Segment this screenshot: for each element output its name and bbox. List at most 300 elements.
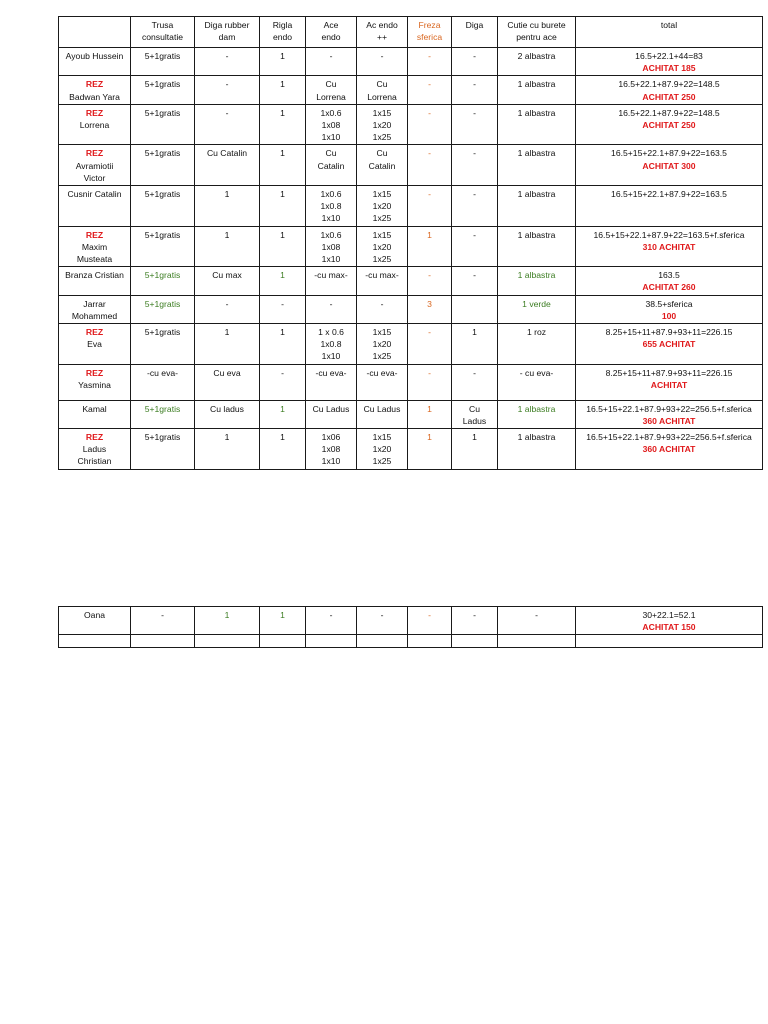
cell-cutie-burete xyxy=(498,607,576,635)
cell-text: 1x15 xyxy=(372,229,392,240)
cell-text: 163.5 xyxy=(658,270,680,281)
cell-rigla-endo xyxy=(260,400,306,428)
cell-text: Lorrena xyxy=(316,91,346,102)
cell-text: ACHITAT 260 xyxy=(642,282,696,293)
cell-ac-endo-plus xyxy=(357,48,408,76)
cell-ac-endo-plus xyxy=(357,364,408,400)
cell-diga-rubber-dam xyxy=(195,48,260,76)
cell-total xyxy=(576,104,763,145)
cell-text: Victor xyxy=(83,172,106,183)
cell-rigla-endo xyxy=(260,76,306,104)
cell-text: 5+1gratis xyxy=(144,432,181,443)
cell-total xyxy=(576,226,763,267)
cell-rigla-endo xyxy=(260,145,306,186)
cell-text: 1 xyxy=(224,432,230,443)
cell-diga-rubber-dam xyxy=(195,226,260,267)
cell-text: 1x0.6 xyxy=(320,229,342,240)
cell-text: 1 xyxy=(472,327,477,338)
table-row xyxy=(59,635,763,648)
cell-text: - xyxy=(225,79,229,90)
cell-ac-endo-plus xyxy=(357,186,408,227)
cell-freza-sferica xyxy=(408,400,452,428)
cell-freza-sferica xyxy=(408,104,452,145)
cell-ace-endo xyxy=(306,48,357,76)
table-row xyxy=(59,429,763,470)
cell-text: 1 xyxy=(280,432,285,443)
cell-patient xyxy=(59,226,131,267)
cell-text: - xyxy=(225,298,229,309)
cell-text: Ladus xyxy=(82,444,107,455)
cell-total xyxy=(576,635,763,648)
cell-text: 1x25 xyxy=(372,456,392,467)
cell-text: Cu Catalin xyxy=(206,148,248,159)
cell-text: - xyxy=(473,229,476,240)
cell-text: 100 xyxy=(661,310,677,321)
cell-rigla-endo xyxy=(260,226,306,267)
cell-cutie-burete xyxy=(498,186,576,227)
cell-text: - xyxy=(380,298,384,309)
cell-ace-endo xyxy=(306,104,357,145)
cell-rigla-endo xyxy=(260,607,306,635)
cell-total xyxy=(576,76,763,104)
cell-text: - xyxy=(225,51,229,61)
table-row xyxy=(59,324,763,365)
cell-trusa-consultatie xyxy=(131,267,195,295)
cell-text: 5+1gratis xyxy=(144,403,181,414)
cell-cutie-burete xyxy=(498,145,576,186)
cell-diga-rubber-dam xyxy=(195,607,260,635)
cell-text: 1 xyxy=(427,229,432,240)
cell-total xyxy=(576,364,763,400)
cell-text: 1x08 xyxy=(321,444,341,455)
cell-text: 1 x 0.6 xyxy=(318,327,344,338)
cell-diga xyxy=(452,48,498,76)
cell-text: - xyxy=(473,79,476,90)
cell-text: -cu eva- xyxy=(146,367,179,378)
cell-total xyxy=(576,267,763,295)
table-row xyxy=(59,186,763,227)
cell-text: Maxim xyxy=(81,241,108,252)
cell-text: 1 xyxy=(280,270,285,281)
cell-text: Cu xyxy=(325,148,337,159)
cell-text: endo xyxy=(272,32,293,43)
cell-text: Cu xyxy=(376,79,388,90)
table-row xyxy=(59,104,763,145)
cell-text: 1x0.8 xyxy=(320,201,342,212)
cell-text: dam xyxy=(218,32,236,43)
cell-diga xyxy=(452,76,498,104)
cell-text: - xyxy=(535,610,538,620)
cell-text: 1x20 xyxy=(372,201,392,212)
cell-text: - xyxy=(473,189,476,200)
cell-text: 1 albastra xyxy=(517,229,556,240)
cell-text: - xyxy=(329,610,333,620)
cell-text: Cu max xyxy=(212,270,242,281)
cell-text: Ladus xyxy=(462,415,487,426)
cell-total xyxy=(576,186,763,227)
header-cell-trusa-consultatie xyxy=(131,17,195,48)
cell-text: 1 albastra xyxy=(517,189,556,200)
cell-text: - xyxy=(473,51,476,61)
cell-diga-rubber-dam xyxy=(195,104,260,145)
cell-diga-rubber-dam xyxy=(195,635,260,648)
cell-text: 1x15 xyxy=(372,327,392,338)
cell-trusa-consultatie xyxy=(131,364,195,400)
cell-cutie-burete xyxy=(498,429,576,470)
cell-freza-sferica xyxy=(408,226,452,267)
cell-patient xyxy=(59,635,131,648)
cell-text: - xyxy=(428,270,431,281)
cell-text: Christian xyxy=(77,456,112,467)
cell-rigla-endo xyxy=(260,48,306,76)
cell-text: Ace xyxy=(323,20,339,30)
cell-text: 1 xyxy=(280,51,285,61)
cell-text: - xyxy=(428,148,431,159)
cell-rigla-endo xyxy=(260,295,306,323)
cell-total xyxy=(576,145,763,186)
cell-text: endo xyxy=(321,32,341,43)
cell-ace-endo xyxy=(306,400,357,428)
cell-text: 16.5+22.1+87.9+22=148.5 xyxy=(618,107,720,118)
cell-text: 1 xyxy=(280,107,285,118)
cell-text: 1 xyxy=(224,189,230,200)
cell-text: 1x10 xyxy=(321,254,341,265)
cell-text: ACHITAT 185 xyxy=(642,63,696,74)
cell-text: 1 xyxy=(224,229,230,240)
cell-patient xyxy=(59,364,131,400)
cell-text: 1x06 xyxy=(321,432,341,443)
cell-rigla-endo xyxy=(260,104,306,145)
cell-cutie-burete xyxy=(498,295,576,323)
cell-text: Cusnir Catalin xyxy=(67,189,122,200)
cell-text: 16.5+15+22.1+87.9+22=163.5 xyxy=(611,189,727,200)
cell-text: 1 xyxy=(280,327,285,338)
cell-freza-sferica xyxy=(408,429,452,470)
table-row xyxy=(59,295,763,323)
cell-patient xyxy=(59,400,131,428)
cell-trusa-consultatie xyxy=(131,607,195,635)
cell-diga-rubber-dam xyxy=(195,145,260,186)
cell-text: - xyxy=(428,327,431,338)
secondary-table-body xyxy=(59,607,763,648)
cell-text: ACHITAT xyxy=(650,379,688,390)
cell-text: REZ xyxy=(85,148,104,159)
cell-ac-endo-plus xyxy=(357,226,408,267)
cell-text: - xyxy=(380,51,384,61)
cell-rigla-endo xyxy=(260,186,306,227)
cell-ace-endo xyxy=(306,295,357,323)
cell-text: 5+1gratis xyxy=(144,79,181,90)
cell-text: 1 xyxy=(280,148,285,159)
cell-text: 1x08 xyxy=(321,241,341,252)
cell-total xyxy=(576,607,763,635)
table-row xyxy=(59,145,763,186)
cell-text: Diga rubber xyxy=(204,20,250,30)
cell-text: 16.5+15+22.1+87.9+22=163.5+f.sferica xyxy=(593,229,745,240)
cell-freza-sferica xyxy=(408,324,452,365)
cell-text: Yasmina xyxy=(78,379,111,390)
cell-text: 1x25 xyxy=(372,213,392,224)
cell-text: 1 verde xyxy=(522,298,551,309)
cell-text: 1 albastra xyxy=(517,148,556,159)
cell-freza-sferica xyxy=(408,48,452,76)
cell-text: 1x10 xyxy=(321,213,341,224)
cell-text: 1 xyxy=(280,79,285,90)
cell-ac-endo-plus xyxy=(357,429,408,470)
cell-text: - xyxy=(473,148,476,159)
header-cell-diga xyxy=(452,17,498,48)
cell-trusa-consultatie xyxy=(131,104,195,145)
cell-text: Cu Ladus xyxy=(312,403,350,414)
cell-ace-endo xyxy=(306,76,357,104)
cell-text: 16.5+15+22.1+87.9+93+22=256.5+f.sferica xyxy=(586,432,752,443)
cell-text: 5+1gratis xyxy=(144,270,181,281)
cell-text: Mohammed xyxy=(71,310,118,321)
header-cell-ace-endo xyxy=(306,17,357,48)
cell-diga-rubber-dam xyxy=(195,76,260,104)
cell-trusa-consultatie xyxy=(131,400,195,428)
cell-text: 1 albastra xyxy=(517,403,556,414)
cell-text: 1 albastra xyxy=(517,432,556,443)
cell-total xyxy=(576,429,763,470)
cell-text: Cutie cu burete xyxy=(507,20,566,30)
cell-text: 1x20 xyxy=(372,241,392,252)
cell-text: ++ xyxy=(376,32,388,43)
cell-text: 360 ACHITAT xyxy=(642,415,696,426)
cell-text: - xyxy=(281,367,284,378)
cell-text: 1x25 xyxy=(372,351,392,362)
cell-text: Cu Ladus xyxy=(363,403,401,414)
cell-text: 1 xyxy=(280,189,285,200)
cell-cutie-burete xyxy=(498,364,576,400)
cell-text: 1 roz xyxy=(526,327,547,338)
cell-text: -cu eva- xyxy=(315,367,347,378)
cell-trusa-consultatie xyxy=(131,226,195,267)
cell-text: 1x0.6 xyxy=(320,107,342,118)
cell-text: - xyxy=(281,298,284,309)
cell-text: 5+1gratis xyxy=(144,148,181,159)
cell-ac-endo-plus xyxy=(357,400,408,428)
cell-ace-endo xyxy=(306,429,357,470)
cell-text: 1x25 xyxy=(372,132,392,143)
cell-trusa-consultatie xyxy=(131,145,195,186)
cell-text: 1x10 xyxy=(321,456,341,467)
cell-text: Catalin xyxy=(368,160,396,171)
cell-diga-rubber-dam xyxy=(195,324,260,365)
cell-text: 1 albastra xyxy=(517,107,556,118)
cell-ac-endo-plus xyxy=(357,104,408,145)
cell-freza-sferica xyxy=(408,76,452,104)
cell-text: 5+1gratis xyxy=(144,327,181,338)
cell-text: REZ xyxy=(85,367,104,378)
cell-text: 310 ACHITAT xyxy=(642,241,696,252)
cell-diga-rubber-dam xyxy=(195,364,260,400)
cell-text: 1 xyxy=(427,432,432,443)
cell-text: Branza Cristian xyxy=(65,270,124,281)
cell-rigla-endo xyxy=(260,429,306,470)
cell-text: 1 xyxy=(280,610,285,620)
cell-text: - xyxy=(329,298,333,309)
cell-text: 1 xyxy=(427,403,432,414)
cell-patient xyxy=(59,324,131,365)
table-row xyxy=(59,267,763,295)
cell-freza-sferica xyxy=(408,635,452,648)
cell-text: 1x20 xyxy=(372,339,392,350)
cell-text: 1x0.8 xyxy=(320,339,342,350)
cell-freza-sferica xyxy=(408,295,452,323)
cell-text: 1x25 xyxy=(372,254,392,265)
cell-diga-rubber-dam xyxy=(195,400,260,428)
cell-text: 16.5+22.1+87.9+22=148.5 xyxy=(618,79,720,90)
cell-text: consultatie xyxy=(141,32,184,43)
cell-text: 1x20 xyxy=(372,120,392,131)
cell-text: 16.5+15+22.1+87.9+22=163.5 xyxy=(611,148,727,159)
cell-ace-endo xyxy=(306,364,357,400)
cell-total xyxy=(576,48,763,76)
cell-rigla-endo xyxy=(260,324,306,365)
materials-table xyxy=(58,16,763,470)
cell-text: 1x08 xyxy=(321,120,341,131)
cell-text: Eva xyxy=(87,339,102,350)
cell-cutie-burete xyxy=(498,635,576,648)
cell-diga xyxy=(452,364,498,400)
cell-text: Lorrena xyxy=(367,91,397,102)
cell-text: - xyxy=(225,107,229,118)
cell-trusa-consultatie xyxy=(131,295,195,323)
cell-total xyxy=(576,400,763,428)
cell-diga xyxy=(452,267,498,295)
cell-text: 1x15 xyxy=(372,107,392,118)
cell-ac-endo-plus xyxy=(357,607,408,635)
cell-text: -cu eva- xyxy=(366,367,398,378)
cell-text: - xyxy=(161,610,164,620)
cell-text: 1x10 xyxy=(321,351,341,362)
cell-text: Ayoub Hussein xyxy=(65,51,124,61)
cell-diga xyxy=(452,400,498,428)
cell-patient xyxy=(59,267,131,295)
cell-patient xyxy=(59,104,131,145)
header-cell-patient xyxy=(59,17,131,48)
cell-text: ACHITAT 250 xyxy=(642,120,696,131)
header-cell-rigla-endo xyxy=(260,17,306,48)
header-row xyxy=(59,17,763,48)
cell-freza-sferica xyxy=(408,364,452,400)
cell-text: 655 ACHITAT xyxy=(642,339,696,350)
cell-text: 1x20 xyxy=(372,444,392,455)
cell-diga-rubber-dam xyxy=(195,295,260,323)
cell-text: Jarrar xyxy=(83,298,106,309)
header-cell-ac-endo-plus xyxy=(357,17,408,48)
cell-text: ACHITAT 250 xyxy=(642,91,696,102)
cell-diga xyxy=(452,324,498,365)
cell-diga xyxy=(452,429,498,470)
cell-patient xyxy=(59,607,131,635)
cell-text: - xyxy=(428,79,431,90)
cell-text: total xyxy=(660,20,678,30)
cell-diga xyxy=(452,104,498,145)
cell-text: - xyxy=(428,51,431,61)
cell-text: 1 xyxy=(280,403,285,414)
cell-cutie-burete xyxy=(498,267,576,295)
cell-cutie-burete xyxy=(498,324,576,365)
cell-patient xyxy=(59,295,131,323)
cell-rigla-endo xyxy=(260,635,306,648)
cell-trusa-consultatie xyxy=(131,76,195,104)
cell-text: - xyxy=(428,189,431,200)
cell-ace-endo xyxy=(306,324,357,365)
cell-trusa-consultatie xyxy=(131,48,195,76)
cell-ace-endo xyxy=(306,186,357,227)
cell-text: -cu max- xyxy=(314,270,348,281)
cell-text: Ac endo xyxy=(366,20,398,30)
cell-diga-rubber-dam xyxy=(195,429,260,470)
cell-ace-endo xyxy=(306,635,357,648)
table-row xyxy=(59,226,763,267)
cell-text: 1 xyxy=(472,432,477,443)
materials-table-body xyxy=(59,17,763,470)
cell-text: 1 xyxy=(224,610,230,620)
cell-trusa-consultatie xyxy=(131,324,195,365)
cell-text: Catalin xyxy=(317,160,345,171)
cell-text: Oana xyxy=(83,610,106,620)
cell-text: 16.5+15+22.1+87.9+93+22=256.5+f.sferica xyxy=(586,403,752,414)
cell-text: 30+22.1=52.1 xyxy=(642,610,696,620)
cell-text: 8.25+15+11+87.9+93+11=226.15 xyxy=(605,327,733,338)
cell-text: Trusa xyxy=(151,20,174,30)
cell-text: 1x15 xyxy=(372,432,392,443)
cell-text: pentru ace xyxy=(516,32,557,43)
cell-text: -cu max- xyxy=(365,270,399,281)
cell-text: Cu xyxy=(325,79,337,90)
cell-rigla-endo xyxy=(260,267,306,295)
cell-cutie-burete xyxy=(498,400,576,428)
cell-text: - cu eva- xyxy=(519,367,554,378)
cell-text: Diga xyxy=(465,20,484,30)
cell-text: REZ xyxy=(85,327,104,338)
cell-patient xyxy=(59,48,131,76)
table-row xyxy=(59,400,763,428)
cell-text: - xyxy=(428,367,431,378)
cell-text: 1 xyxy=(224,327,230,338)
header-cell-cutie-burete xyxy=(498,17,576,48)
cell-text: 2 albastra xyxy=(517,51,556,61)
cell-text: 38.5+sferica xyxy=(645,298,693,309)
cell-text: Kamal xyxy=(82,403,107,414)
cell-text: 1x10 xyxy=(321,132,341,143)
cell-text: - xyxy=(473,367,476,378)
cell-text: 5+1gratis xyxy=(144,229,181,240)
table-row xyxy=(59,48,763,76)
cell-diga xyxy=(452,226,498,267)
cell-cutie-burete xyxy=(498,226,576,267)
cell-diga xyxy=(452,295,498,323)
table-row xyxy=(59,607,763,635)
cell-diga-rubber-dam xyxy=(195,186,260,227)
cell-diga xyxy=(452,186,498,227)
cell-text: - xyxy=(473,107,476,118)
header-cell-total xyxy=(576,17,763,48)
cell-patient xyxy=(59,145,131,186)
cell-text: Freza xyxy=(418,20,441,30)
cell-rigla-endo xyxy=(260,364,306,400)
cell-text: 8.25+15+11+87.9+93+11=226.15 xyxy=(605,367,733,378)
cell-text: - xyxy=(428,107,431,118)
cell-text: Cu xyxy=(376,148,388,159)
cell-trusa-consultatie xyxy=(131,186,195,227)
header-cell-diga-rubber-dam xyxy=(195,17,260,48)
table-row xyxy=(59,364,763,400)
cell-ace-endo xyxy=(306,226,357,267)
